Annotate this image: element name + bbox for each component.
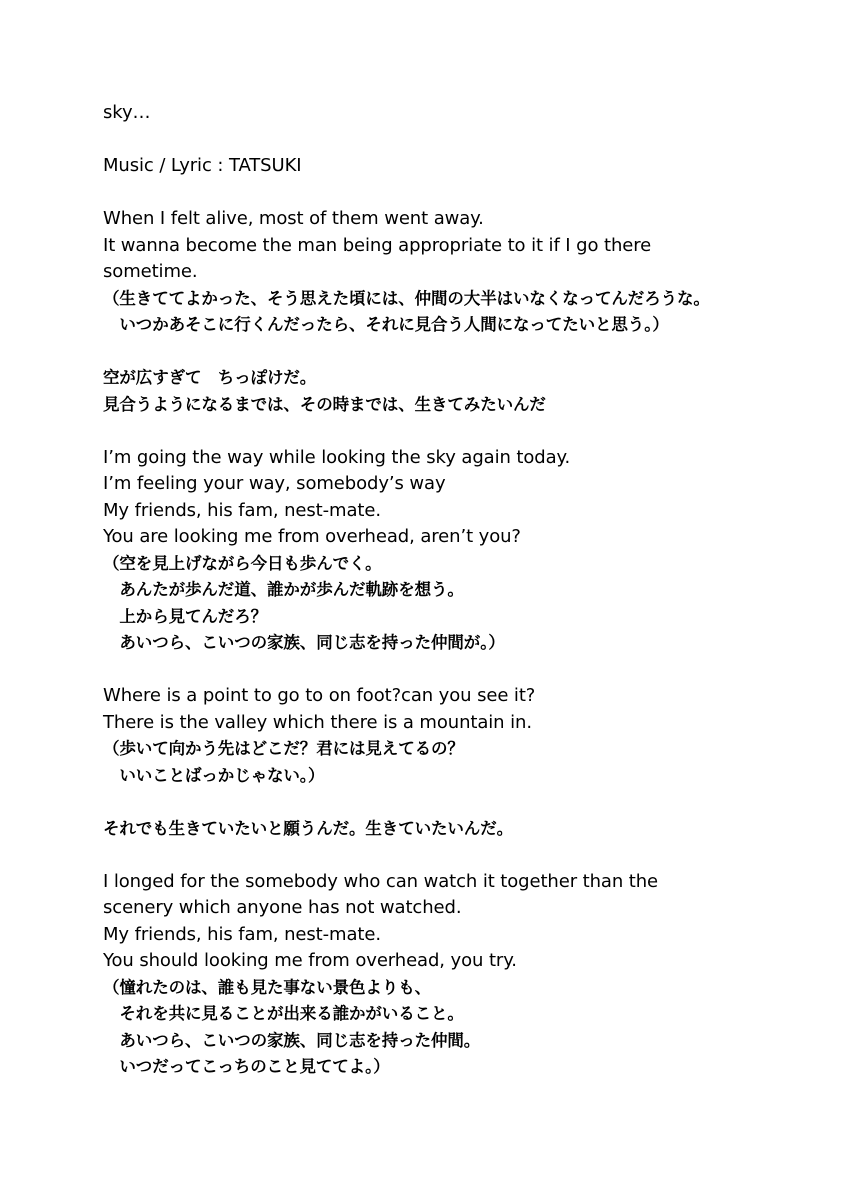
spacer: [103, 789, 803, 816]
lyric-line-jp: （憧れたのは、誰も見た事ない景色よりも、: [103, 977, 432, 997]
lyric-line-jp: 見合うようになるまでは、その時までは、生きてみたいんだ: [103, 394, 546, 414]
lyric-line-jp: （生きててよかった、そう思えた頃には、仲間の大半はいなくなってんだろうな。: [103, 288, 710, 308]
lyric-line-jp: いつだってこっちのこと見ててよ。）: [103, 1057, 390, 1076]
lyric-line-jp: （歩いて向かう先はどこだ？君には見えてるの？: [103, 739, 464, 758]
song-credit: Music / Lyric : TATSUKI: [103, 155, 302, 176]
lyric-line: sometime.: [103, 261, 198, 282]
lyric-line-jp: あんたが歩んだ道、誰かが歩んだ軌跡を想う。: [103, 580, 464, 599]
lyric-line: There is the valley which there is a mountain in.: [103, 711, 532, 733]
lyric-line-jp: 上から見てんだろ？: [103, 606, 268, 626]
lyric-line-jp: 空が広すぎて ちっぽけだ。: [103, 368, 317, 387]
lyric-line: When I felt alive, most of them went away.: [103, 208, 484, 229]
spacer: [103, 657, 803, 684]
lyric-line: My friends, his fam, nest-mate.: [103, 923, 381, 945]
lyric-line: I longed for the somebody who can watch it together than the: [103, 870, 659, 892]
lyric-line-jp: あいつら、こいつの家族、同じ志を持った仲間が。）: [103, 633, 505, 652]
lyric-line: Where is a point to go to on foot?can you see it?: [103, 685, 536, 706]
spacer: [103, 339, 803, 366]
spacer: [103, 180, 803, 207]
lyric-line-jp: それでも生きていたいと願うんだ。生きていたいんだ。: [103, 818, 514, 838]
lyric-line: It wanna become the man being appropriate to it if I go there: [103, 234, 652, 256]
lyrics-body: [103, 100, 803, 1081]
spacer: [103, 418, 803, 445]
lyric-line: I’m feeling your way, somebody’s way: [103, 473, 446, 494]
lyric-line: I’m going the way while looking the sky again today.: [103, 446, 571, 468]
spacer: [103, 842, 803, 869]
lyric-line: scenery which anyone has not watched.: [103, 897, 462, 918]
lyric-line: My friends, his fam, nest-mate.: [103, 499, 381, 521]
lyric-line-jp: あいつら、こいつの家族、同じ志を持った仲間。: [103, 1030, 481, 1050]
spacer: [103, 127, 803, 154]
lyric-line-jp: それを共に見ることが出来る誰かがいること。: [103, 1004, 464, 1023]
lyric-line-jp: （空を見上げながら今日も歩んでく。: [103, 553, 382, 573]
lyric-line: You should looking me from overhead, you try.: [103, 950, 517, 971]
lyric-line-jp: いつかあそこに行くんだったら、それに見合う人間になってたいと思う。）: [103, 315, 669, 334]
song-title: sky…: [103, 102, 151, 123]
lyric-line-jp: いいことばっかじゃない。）: [103, 765, 325, 785]
lyric-line: You are looking me from overhead, aren’t you?: [103, 526, 521, 547]
